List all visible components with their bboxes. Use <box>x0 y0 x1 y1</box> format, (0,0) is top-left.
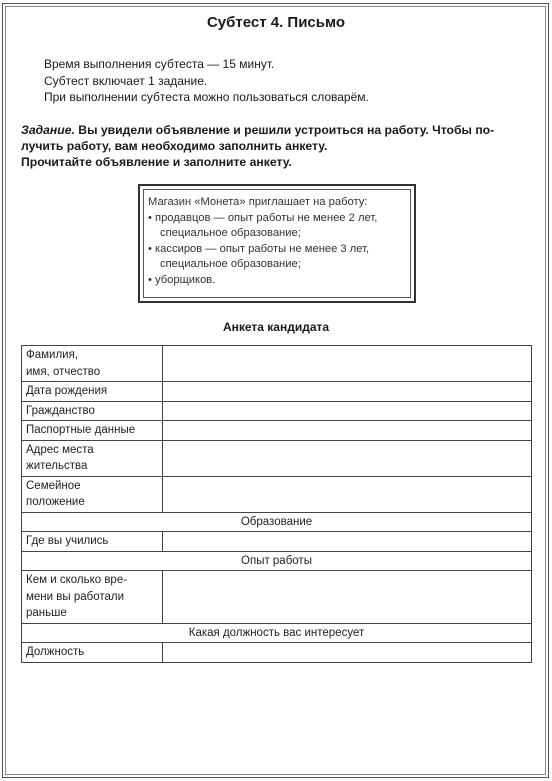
label-position: Должность <box>22 643 163 663</box>
form-row-position <box>22 643 532 663</box>
input-birth-date[interactable] <box>163 382 532 402</box>
input-marital-status[interactable] <box>163 476 532 512</box>
ad-item-cashiers-cont: специальное образование; <box>160 258 301 271</box>
input-full-name[interactable] <box>163 346 532 382</box>
form-section-experience <box>22 551 532 571</box>
intro-dictionary-note: При выполнении субтеста можно пользоваться словарём. <box>44 90 369 104</box>
form-row-marital-status <box>22 476 532 512</box>
form-title: Анкета кандидата <box>222 320 330 334</box>
input-position[interactable] <box>163 643 532 663</box>
section-position: Какая должность вас интересует <box>22 623 532 643</box>
input-address[interactable] <box>163 440 532 476</box>
section-education: Образование <box>22 512 532 532</box>
intro-task-count: Субтест включает 1 задание. <box>44 73 208 88</box>
task-line-3: Прочитайте объявление и заполните анкету. <box>21 155 292 169</box>
label-marital-status: Семейное положение <box>22 476 163 512</box>
label-work-history: Кем и сколько вре- мени вы работали раньше <box>22 571 163 624</box>
section-experience: Опыт работы <box>22 551 532 571</box>
advertisement-text <box>148 195 377 289</box>
task-line-2: лучить работу, вам необходимо заполнить анкету. <box>21 139 328 153</box>
ad-item-cashiers: • кассиров — опыт работы не менее 3 лет, <box>148 242 370 255</box>
task-lead: Задание. <box>21 123 75 137</box>
label-citizenship: Гражданство <box>22 401 163 421</box>
form-row-passport <box>22 421 532 441</box>
label-birth-date: Дата рождения <box>22 382 163 402</box>
form-row-citizenship <box>22 401 532 421</box>
ad-item-sellers: • продавцов — опыт работы не менее 2 лет, <box>148 211 378 224</box>
form-row-full-name <box>22 346 532 382</box>
input-passport[interactable] <box>163 421 532 441</box>
intro-duration: Время выполнения субтеста — 15 минут. <box>44 57 275 71</box>
input-school[interactable] <box>163 532 532 552</box>
form-row-school <box>22 532 532 552</box>
intro-block <box>44 56 369 106</box>
label-address: Адрес места жительства <box>22 440 163 476</box>
form-row-birth-date <box>22 382 532 402</box>
ad-item-sellers-cont: специальное образование; <box>160 227 301 240</box>
form-section-education <box>22 512 532 532</box>
label-school: Где вы учились <box>22 532 163 552</box>
label-passport: Паспортные данные <box>22 421 163 441</box>
ad-heading: Магазин «Монета» приглашает на работу: <box>148 196 368 208</box>
task-line-1: Задание. Вы увидели объявление и решили устроиться на работу. Чтобы по- <box>21 123 495 137</box>
input-citizenship[interactable] <box>163 401 532 421</box>
label-full-name: Фамилия, имя, отчество <box>22 346 163 382</box>
input-work-history[interactable] <box>163 571 532 624</box>
task-instructions <box>21 122 536 170</box>
page-title: Субтест 4. Письмо <box>206 14 346 31</box>
application-form <box>21 345 532 663</box>
form-section-position <box>22 623 532 643</box>
ad-item-cleaners: • уборщиков. <box>148 273 216 286</box>
form-row-work-history <box>22 571 532 624</box>
form-row-address <box>22 440 532 476</box>
